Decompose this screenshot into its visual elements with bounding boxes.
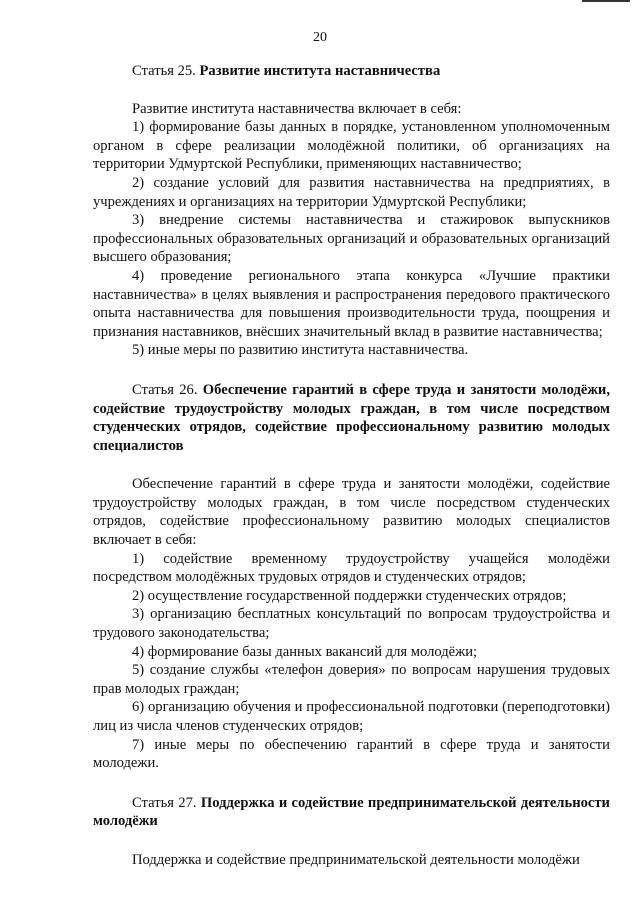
article-26-intro: Обеспечение гарантий в сфере труда и занятости молодёжи, содействие трудоустройству молодых граждан, в том числе посредством студенческих отрядов, содействие профессиональному развитию молодых специалистов включает в себя:: [93, 476, 610, 549]
article-25-item-3: 3) внедрение системы наставничества и стажировок выпускников профессиональных образовательных организаций и образовательных организаций высшего образования;: [93, 212, 610, 266]
article-25: [93, 62, 610, 360]
article-25-item-4: 4) проведение регионального этапа конкурса «Лучшие практики наставничества» в целях выявления и распространения передового практического опыта наставничества для повышения производительности труда, поощрения и признания наставников, внёсших значительный вклад в развитие наставничества;: [93, 267, 610, 340]
article-25-item-2: 2) создание условий для развития наставничества на предприятиях, в учреждениях и организациях на территории Удмуртской Республики;: [93, 174, 610, 210]
article-25-heading: [93, 62, 610, 81]
article-26-item-5: 5) создание службы «телефон доверия» по вопросам нарушения трудовых прав молодых граждан;: [93, 662, 610, 697]
article-27-intro: Поддержка и содействие предпринимательской деятельности молодёжи: [132, 851, 580, 868]
article-26-title: Обеспечение гарантий в сфере труда и занятости молодёжи, содействие трудоустройству молодых граждан, в том числе посредством студенческих отрядов, содействие профессиональному развитию молодых специалистов: [93, 381, 610, 454]
article-25-intro: Развитие института наставничества включает в себя:: [132, 100, 462, 117]
article-26-item-7: 7) иные меры по обеспечению гарантий в сфере труда и занятости молодежи.: [93, 736, 610, 772]
article-25-title: Развитие института наставничества: [199, 63, 441, 79]
article-25-number: Статья 25.: [132, 63, 196, 79]
article-26: [93, 381, 610, 773]
article-26-item-2: 2) осуществление государственной поддержки студенческих отрядов;: [132, 587, 567, 604]
article-26-item-6: 6) организацию обучения и профессиональной подготовки (переподготовки) лиц из числа членов студенческих отрядов;: [93, 699, 610, 734]
article-27-number: Статья 27.: [132, 794, 197, 811]
article-26-item-3: 3) организацию бесплатных консультаций по вопросам трудоустройства и трудового законодательства;: [93, 606, 610, 642]
article-26-number: Статья 26.: [132, 381, 198, 398]
page-number: 20: [313, 30, 327, 45]
article-25-item-1: 1) формирование базы данных в порядке, установленном уполномоченным органом в сфере реализации молодёжной политики, об организациях на территории Удмуртской Республики, применяющих наставничество;: [93, 119, 610, 173]
article-27-title: Поддержка и содействие предпринимательской деятельности молодёжи: [93, 794, 610, 830]
scan-corner-line: [582, 0, 630, 2]
article-27-heading: [93, 794, 610, 831]
article-26-item-1: 1) содействие временному трудоустройству учащейся молодёжи посредством молодёжных трудовых отрядов и студенческих отрядов;: [93, 550, 610, 586]
document-body: [93, 62, 610, 870]
article-26-heading: [93, 381, 610, 455]
article-27: [93, 794, 610, 870]
article-25-item-5: 5) иные меры по развитию института наставничества.: [132, 342, 469, 359]
article-26-item-4: 4) формирование базы данных вакансий для молодёжи;: [132, 643, 478, 660]
